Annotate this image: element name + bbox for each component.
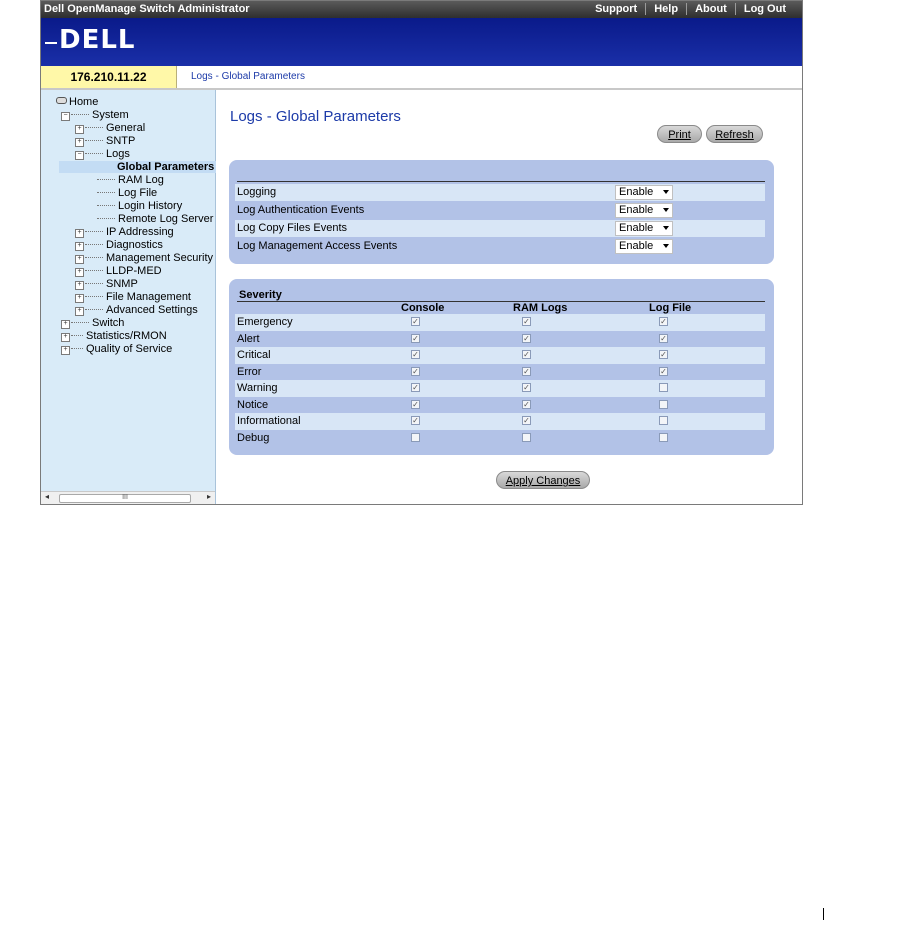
dell-logo: DELL	[59, 25, 136, 55]
dropdown-arrow-icon	[663, 226, 669, 230]
dropdown-arrow-icon	[663, 190, 669, 194]
tree-item-advanced-settings[interactable]: + Advanced Settings	[75, 304, 198, 316]
severity-header: Severity	[239, 289, 282, 301]
severity-level-label: Error	[237, 365, 262, 378]
tree-item-login-history[interactable]: Login History	[97, 200, 182, 212]
switch-ip-address: 176.210.11.22	[41, 66, 177, 88]
logging-panel	[229, 160, 774, 264]
file-checkbox[interactable]	[659, 400, 668, 409]
tree-item-home[interactable]: Home	[56, 96, 98, 108]
tree-item-general[interactable]: + General	[75, 122, 145, 134]
file-checkbox[interactable]: ✓	[660, 317, 667, 326]
ram-logs-column-header: RAM Logs	[513, 302, 568, 314]
severity-row	[235, 347, 765, 364]
tree-item-quality-of-service[interactable]: + Quality of Service	[61, 343, 172, 355]
expand-icon[interactable]: +	[75, 242, 84, 251]
ram-checkbox[interactable]: ✓	[523, 416, 530, 425]
tree-item-ip-addressing[interactable]: + IP Addressing	[75, 226, 174, 238]
log-authentication-events-select[interactable]: Enable	[615, 203, 673, 218]
file-checkbox[interactable]: ✓	[660, 350, 667, 359]
severity-row	[235, 314, 765, 331]
console-checkbox[interactable]: ✓	[412, 317, 419, 326]
expand-icon[interactable]: +	[75, 281, 84, 290]
tree-item-log-file[interactable]: Log File	[97, 187, 157, 199]
expand-icon[interactable]: +	[75, 268, 84, 277]
console-checkbox[interactable]: ✓	[412, 399, 419, 409]
file-checkbox[interactable]: ✓	[660, 366, 667, 376]
log-authentication-events-label: Log Authentication Events	[237, 204, 365, 216]
collapse-icon[interactable]: −	[61, 112, 70, 121]
file-checkbox[interactable]	[659, 383, 668, 392]
console-checkbox[interactable]: ✓	[412, 333, 419, 343]
ram-checkbox[interactable]	[522, 433, 531, 442]
expand-icon[interactable]: +	[61, 346, 70, 355]
navigation-tree	[41, 90, 216, 504]
tree-item-ram-log[interactable]: RAM Log	[97, 174, 164, 186]
scroll-left-icon[interactable]: ◂	[45, 492, 50, 501]
expand-icon[interactable]: +	[61, 320, 70, 329]
application-window	[40, 0, 803, 505]
log-management-access-events-select[interactable]: Enable	[615, 239, 673, 254]
tree-item-statistics-rmon[interactable]: + Statistics/RMON	[61, 330, 167, 342]
tree-item-remote-log-server[interactable]: Remote Log Server	[97, 213, 213, 225]
top-bar	[41, 1, 802, 18]
logging-label: Logging	[237, 186, 277, 198]
tree-item-system[interactable]: − System	[61, 109, 129, 121]
severity-row	[235, 380, 765, 397]
expand-icon[interactable]: +	[75, 125, 84, 134]
ram-checkbox[interactable]: ✓	[523, 399, 530, 409]
apply-changes-button[interactable]: Apply Changes	[496, 471, 590, 489]
log-copy-files-events-select[interactable]: Enable	[615, 221, 673, 236]
support-link[interactable]: Support	[595, 3, 638, 15]
severity-row	[235, 331, 765, 348]
severity-row	[235, 364, 765, 381]
log-out-link[interactable]: Log Out	[735, 3, 794, 15]
expand-icon[interactable]: +	[75, 138, 84, 147]
page-margin-marker	[823, 908, 824, 920]
print-button[interactable]: Print	[657, 125, 702, 143]
log-copy-files-events-row	[235, 220, 765, 237]
severity-row	[235, 397, 765, 414]
log-copy-files-events-label: Log Copy Files Events	[237, 222, 348, 234]
severity-level-label: Debug	[237, 431, 270, 444]
ram-checkbox[interactable]: ✓	[523, 317, 530, 326]
log-management-access-events-row	[235, 238, 765, 255]
console-checkbox[interactable]: ✓	[412, 366, 419, 376]
file-checkbox[interactable]: ✓	[660, 333, 667, 343]
expand-icon[interactable]: +	[61, 333, 70, 342]
scroll-thumb[interactable]: III	[59, 494, 191, 503]
brand-banner	[41, 18, 802, 66]
expand-icon[interactable]: +	[75, 307, 84, 316]
about-link[interactable]: About	[686, 3, 735, 15]
address-bar	[41, 66, 802, 90]
log-authentication-events-row	[235, 202, 765, 219]
log-file-column-header: Log File	[649, 302, 692, 314]
severity-panel	[229, 279, 774, 455]
log-management-access-events-label: Log Management Access Events	[237, 240, 398, 252]
severity-level-label: Informational	[237, 415, 301, 427]
main-content	[216, 90, 802, 504]
severity-level-label: Warning	[237, 382, 278, 394]
expand-icon[interactable]: +	[75, 229, 84, 238]
severity-row	[235, 430, 765, 447]
ram-checkbox[interactable]: ✓	[523, 366, 530, 376]
refresh-button[interactable]: Refresh	[706, 125, 763, 143]
console-checkbox[interactable]	[411, 433, 420, 442]
ram-checkbox[interactable]: ✓	[523, 350, 530, 359]
tree-item-global-parameters[interactable]: Global Parameters	[59, 161, 219, 173]
scroll-right-icon[interactable]: ▸	[206, 492, 211, 501]
tree-item-sntp[interactable]: + SNTP	[75, 135, 135, 147]
expand-icon[interactable]: +	[75, 255, 84, 264]
tree-item-lldp-med[interactable]: + LLDP-MED	[75, 265, 162, 277]
console-checkbox[interactable]: ✓	[412, 350, 419, 359]
tree-item-switch[interactable]: + Switch	[61, 317, 124, 329]
severity-level-label: Critical	[237, 349, 271, 361]
horizontal-scrollbar[interactable]	[41, 491, 215, 504]
console-column-header: Console	[401, 302, 445, 314]
file-checkbox[interactable]	[659, 433, 668, 442]
console-checkbox[interactable]: ✓	[412, 383, 419, 392]
severity-level-label: Alert	[237, 332, 260, 345]
page-title: Logs - Global Parameters	[230, 108, 401, 125]
file-checkbox[interactable]	[659, 416, 668, 425]
tree-item-diagnostics[interactable]: + Diagnostics	[75, 239, 163, 251]
dropdown-arrow-icon	[663, 244, 669, 248]
home-icon	[56, 97, 67, 104]
logging-row	[235, 184, 765, 201]
dropdown-arrow-icon	[663, 208, 669, 212]
tree-item-logs[interactable]: − Logs	[75, 148, 130, 160]
severity-level-label: Notice	[237, 398, 269, 411]
console-checkbox[interactable]: ✓	[412, 416, 419, 425]
tree-item-management-security[interactable]: + Management Security	[75, 252, 213, 264]
help-link[interactable]: Help	[645, 3, 686, 15]
ram-checkbox[interactable]: ✓	[523, 383, 530, 392]
ram-checkbox[interactable]: ✓	[523, 333, 530, 343]
breadcrumb[interactable]: Logs - Global Parameters	[191, 71, 305, 82]
severity-row	[235, 413, 765, 430]
tree-item-file-management[interactable]: + File Management	[75, 291, 191, 303]
expand-icon[interactable]: +	[75, 294, 84, 303]
severity-level-label: Emergency	[237, 316, 293, 328]
tree-item-snmp[interactable]: + SNMP	[75, 278, 138, 290]
app-title: Dell OpenManage Switch Administrator	[44, 3, 250, 15]
logging-select[interactable]: Enable	[615, 185, 673, 200]
collapse-icon[interactable]: −	[75, 151, 84, 160]
top-links	[587, 3, 794, 15]
